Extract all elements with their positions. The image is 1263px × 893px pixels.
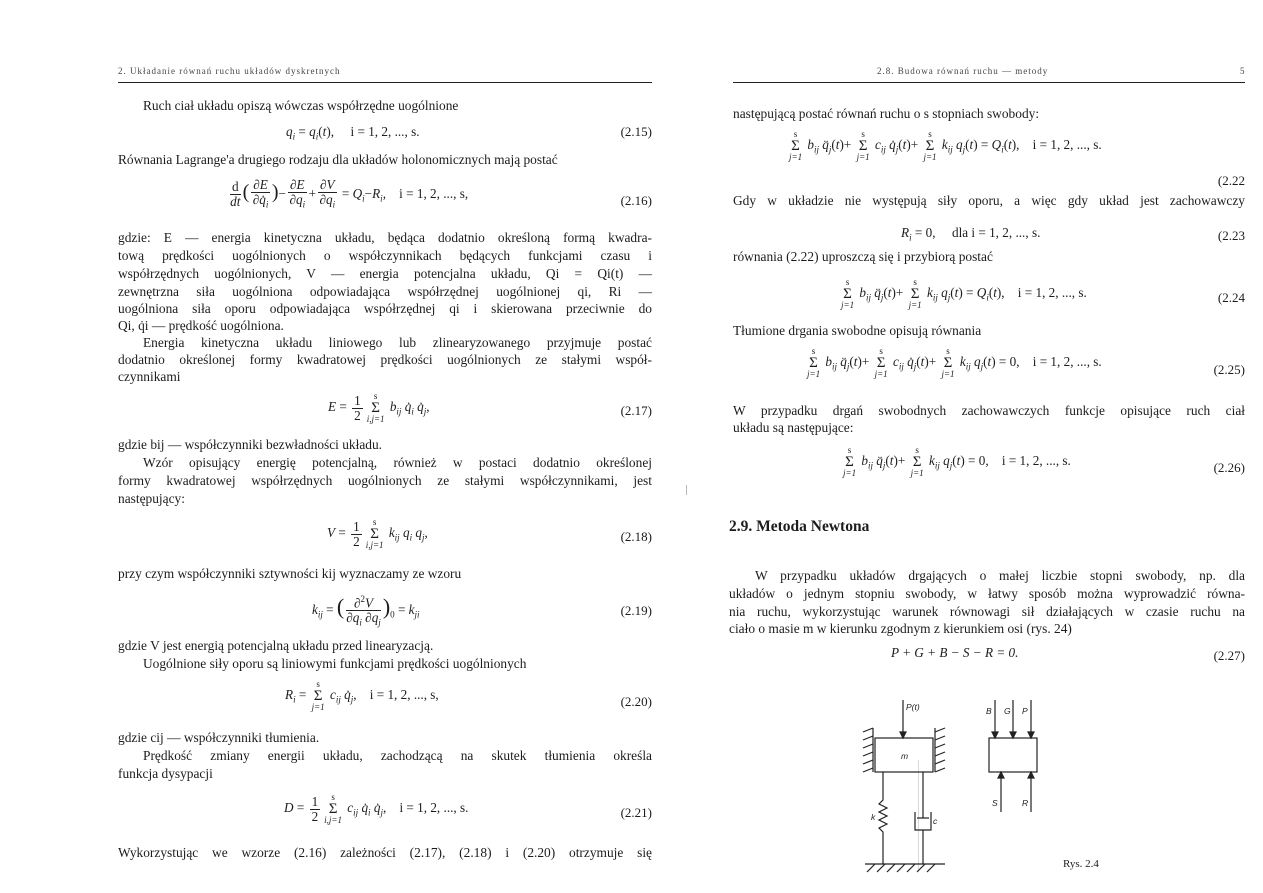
text-line: Wzór opisujący energię potencjalną, również w postaci dodatnio określonej xyxy=(143,455,652,470)
text-line: funkcja dysypacji xyxy=(118,766,213,781)
text-line: nia ruchu, wykorzystując warunek równowagi sił działających w czasie ruchu na xyxy=(729,604,1245,619)
text-line: gdzie cij — współczynniki tłumienia. xyxy=(118,730,320,745)
equation-2-26: s Σ j=1 $b_{ij}$ $q̈_j(t)+$ s Σ j=1 $k_{ij}$ $q_j(t) = 0$, i = 1, 2, ..., s. xyxy=(843,445,1071,478)
text-line: Uogólnione siły oporu są liniowymi funkcjami prędkości uogólnionych xyxy=(143,656,527,671)
label-c: c xyxy=(933,816,938,826)
label-g: G xyxy=(1004,706,1011,716)
label-s: S xyxy=(992,798,998,808)
label-r: R xyxy=(1022,798,1029,808)
equation-range: i = 1, 2, ..., s. xyxy=(1001,453,1071,469)
text-line: równania (2.22) uproszczą się i przybiorą postać xyxy=(733,249,993,264)
equation-number: (2.27) xyxy=(1213,648,1245,663)
free-body-block xyxy=(989,738,1037,772)
equation-number: (2.20) xyxy=(620,694,652,709)
equation-range: i = 1, 2, ..., s, xyxy=(369,687,439,703)
text-line: Tłumione drgania swobodne opisują równania xyxy=(733,323,982,338)
equation-number: (2.17) xyxy=(620,403,652,418)
left-wall xyxy=(863,728,873,772)
running-header-left: 2. Układanie równań ruchu układów dyskretnych xyxy=(118,66,341,76)
text-line: współrzędnych uogólnionych, V — energia potencjalna układu, Qi = Qi(t) — xyxy=(118,266,652,281)
equation-number: (2.22 xyxy=(1217,173,1245,188)
text-line: gdzie bij — współczynniki bezwładności układu. xyxy=(118,437,383,452)
equation-number: (2.16) xyxy=(620,193,652,208)
equation-2-15: $q_i = q_i(t)$, i = 1, 2, ..., s. xyxy=(286,124,420,142)
equation-number: (2.15) xyxy=(620,124,652,139)
text-line: układu są następujące: xyxy=(733,420,854,435)
right-wall xyxy=(935,728,945,772)
equation-range: i = 1, 2, ..., s. xyxy=(350,124,420,139)
figure-caption: Rys. 2.4 xyxy=(1063,858,1099,870)
label-b: B xyxy=(986,706,992,716)
text-line: czynnikami xyxy=(118,369,181,384)
label-k: k xyxy=(871,812,876,822)
equation-2-24: s Σ j=1 $b_{ij}$ $q̈_j(t)+$ s Σ j=1 $k_{ij}$ $q_j(t) = Q_i(t)$, i = 1, 2, ..., s. xyxy=(841,277,1087,310)
section-heading: 2.9. Metoda Newtona xyxy=(729,518,870,535)
text-line: układów o jednym stopniu swobody, w łatwy sposób można wyprowadzić równa- xyxy=(729,586,1245,601)
label-p: P xyxy=(1022,706,1028,716)
equation-2-21: D = $\frac{1}{2}$ s Σ i,j=1 $c_{ij}$ $q̇_i$ $q̇_j$, i = 1, 2, ..., s. xyxy=(284,792,469,825)
header-rule xyxy=(118,82,652,83)
text-line: zewnętrzna siła uogólniona odpowiadająca współrzędnej uogólnionej qi, Ri — xyxy=(118,284,652,299)
text-line: następujący: xyxy=(118,491,185,506)
equation-2-23: $R_i = 0$, dla i = 1, 2, ..., s. xyxy=(901,225,1041,243)
equation-number: (2.25) xyxy=(1213,362,1245,377)
text-line: Qi, q̇i — prędkość uogólniona. xyxy=(118,318,284,333)
spring xyxy=(879,772,887,864)
equation-2-16: $\frac{d}{dt}$ ( $\frac{\partial E}{\partial q̇_i}$ )− $\frac{\partial E}{\partial q_i}$ + $\frac{\partial V}{\partial q_i}$ = $Q_i-R_i$, i = 1, 2, ..., s, xyxy=(230,177,469,210)
equation-2-17: E = $\frac{1}{2}$ s Σ i,j=1 $b_{ij}$ $q̇_i$ $q̇_j$, xyxy=(328,391,430,424)
equation-2-27: P + G + B − S − R = 0. xyxy=(891,645,1019,660)
equation-2-18: V = $\frac{1}{2}$ s Σ i,j=1 $k_{ij}$ $q_i$ $q_j$, xyxy=(327,517,428,550)
equation-number: (2.23 xyxy=(1217,228,1245,243)
text-line: przy czym współczynniki sztywności kij wyznaczamy ze wzoru xyxy=(118,566,462,581)
text-line: Prędkość zmiany energii układu, zachodzącą na skutek tłumienia określa xyxy=(143,748,652,763)
text-line: Ruch ciał układu opiszą wówczas współrzędne uogólnione xyxy=(143,98,459,113)
equation-number: (2.18) xyxy=(620,529,652,544)
equation-range: i = 1, 2, ..., s. xyxy=(1032,354,1102,370)
text-line: W przypadku układów drgających o małej liczbie stopni swobody, np. dla xyxy=(755,568,1245,583)
ground xyxy=(865,864,945,872)
text-line: Gdy w układzie nie występują siły oporu, a więc gdy układ jest zachowawczy xyxy=(733,193,1245,208)
equation-2-25: s Σ j=1 $b_{ij}$ $q̈_j(t)+$ s Σ j=1 $c_{ij}$ $q̇_j(t)+$ s Σ j=1 $k_{ij}$ $q_j(t) = 0$, i = 1, 2, ..., s. xyxy=(807,346,1102,379)
equation-range: i = 1, 2, ..., s. xyxy=(1032,137,1102,153)
text-line: gdzie V jest energią potencjalną układu przed linearyzacją. xyxy=(118,638,434,653)
equation-number: (2.24 xyxy=(1217,290,1245,305)
text-line: ciało o masie m w kierunku zgodnym z kierunkiem osi (rys. 24) xyxy=(729,621,1072,636)
equation-number: (2.21) xyxy=(620,805,652,820)
text-line: tową prędkości uogólnionych o współczynnikach będących funkcjami czasu i xyxy=(118,248,652,263)
header-rule xyxy=(733,82,1245,83)
text-line: dodatnio określonej formy kwadratowej prędkości uogólnionych ze stałymi współ- xyxy=(118,352,652,367)
label-m: m xyxy=(901,751,909,761)
running-header-right: 2.8. Budowa równań ruchu — metody xyxy=(877,66,1049,76)
equation-range: i = 1, 2, ..., s. xyxy=(1017,285,1087,301)
equation-2-20: $R_i$ = s Σ j=1 $c_{ij}$ $q̇_j$, i = 1, 2, ..., s, xyxy=(285,679,439,712)
figure-2-4 xyxy=(845,688,1045,878)
equation-range: i = 1, 2, ..., s. xyxy=(399,800,469,816)
text-line: Wykorzystując we wzorze (2.16) zależności (2.17), (2.18) i (2.20) otrzymuje się xyxy=(118,845,652,860)
text-line: Energia kinetyczna układu liniowego lub zlinearyzowanego przyjmuje postać xyxy=(143,335,652,350)
text-line: uogólniona siła oporu odpowiadająca współrzędnej qi i skierowana przeciwnie do xyxy=(118,301,652,316)
equation-2-22: s Σ j=1 $b_{ij}$ $q̈_j(t)+$ s Σ j=1 $c_{ij}$ $q̇_j(t)+$ s Σ j=1 $k_{ij}$ $q_j(t) = Q_i(t)$, i = 1, 2, ..., s. xyxy=(789,129,1102,162)
label-p-t: P(t) xyxy=(906,702,920,712)
text-line: gdzie: E — energia kinetyczna układu, będąca dodatnio określoną formą kwadra- xyxy=(118,230,652,245)
equation-number: (2.19) xyxy=(620,603,652,618)
equation-2-19: $k_{ij}$ = ( $\frac{\partial^2V}{\partial q_i \partial q_j}$ )$_0 = k_{ji}$ xyxy=(312,594,420,629)
equation-range: i = 1, 2, ..., s, xyxy=(399,185,469,201)
equation-range: dla i = 1, 2, ..., s. xyxy=(951,225,1041,240)
equation-number: (2.26) xyxy=(1213,460,1245,475)
text-line: formy kwadratowej współrzędnych uogólnionych ze stałymi współczynnikami, jest xyxy=(118,473,652,488)
right-page xyxy=(645,0,1263,893)
text-line: następującą postać równań ruchu o s stopniach swobody: xyxy=(733,106,1040,121)
page-number: 5 xyxy=(1240,66,1246,76)
text-line: Równania Lagrange'a drugiego rodzaju dla układów holonomicznych mają postać xyxy=(118,152,558,167)
text-line: W przypadku drgań swobodnych zachowawczych funkcje opisujące ruch ciał xyxy=(733,403,1245,418)
